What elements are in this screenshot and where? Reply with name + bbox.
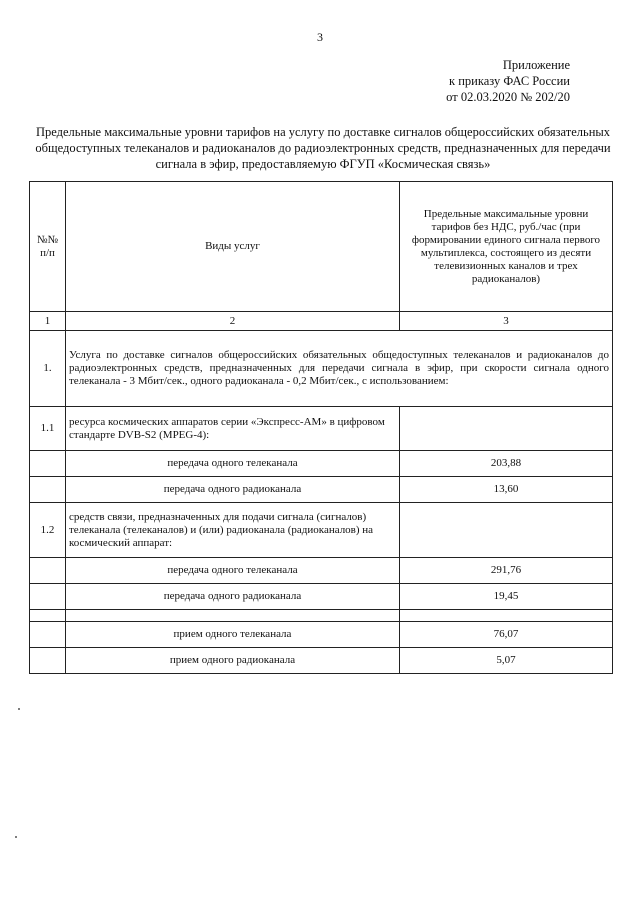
header-tariff: Предельные максимальные уровни тарифов без НДС, руб./час (при формировании единого сигнала первого мультиплекса, состоящего из десяти телевизионных каналов и трех радиоканалов) (400, 182, 613, 312)
appendix-line-2: к приказу ФАС России (449, 74, 570, 88)
tariff-value: 203,88 (400, 451, 613, 477)
service-label: передача одного телеканала (66, 451, 400, 477)
scan-speck (18, 708, 20, 710)
tariff-value: 291,76 (400, 558, 613, 584)
tariff-value: 13,60 (400, 477, 613, 503)
table-row (30, 558, 613, 584)
subsection-2-value-empty (400, 503, 613, 558)
column-number-row (30, 312, 613, 331)
table-row (30, 477, 613, 503)
subsection-2-number: 1.2 (30, 503, 66, 558)
service-label: передача одного радиоканала (66, 584, 400, 610)
tariff-value: 19,45 (400, 584, 613, 610)
header-service-type: Виды услуг (66, 182, 400, 312)
section-text: Услуга по доставке сигналов общероссийских обязательных общедоступных телеканалов и радиоканалов до радиоэлектронных средств, предназначенных для передачи сигнала в эфир, при скорости сигнала одного телеканала - 3 Мбит/сек., одного радиоканала - 0,2 Мбит/сек., с использованием: (66, 331, 613, 407)
column-number-2: 2 (66, 312, 400, 331)
tariff-value: 5,07 (400, 648, 613, 674)
tariff-table (29, 181, 613, 674)
header-row (30, 182, 613, 312)
service-label: прием одного радиоканала (66, 648, 400, 674)
section-row (30, 331, 613, 407)
table-row (30, 584, 613, 610)
subsection-1-number: 1.1 (30, 407, 66, 451)
subsection-1-value-empty (400, 407, 613, 451)
spacer-row (30, 610, 613, 622)
table-row (30, 648, 613, 674)
appendix-line-3: от 02.03.2020 № 202/20 (446, 90, 570, 104)
table-row (30, 622, 613, 648)
column-number-3: 3 (400, 312, 613, 331)
tariff-value: 76,07 (400, 622, 613, 648)
section-number: 1. (30, 331, 66, 407)
subsection-1-text: ресурса космических аппаратов серии «Экспресс-АМ» в цифровом стандарте DVB-S2 (MPEG-4): (66, 407, 400, 451)
subsection-2-row (30, 503, 613, 558)
appendix-line-1: Приложение (502, 58, 570, 72)
table-row (30, 451, 613, 477)
service-label: передача одного телеканала (66, 558, 400, 584)
document-title: Предельные максимальные уровни тарифов на услугу по доставке сигналов общероссийских обязательных общедоступных телеканалов и радиоканалов до радиоэлектронных средств, предназначенных для передачи сигнала в эфир, предоставляемую ФГУП «Космическая связь» (35, 125, 611, 171)
subsection-2-text: средств связи, предназначенных для подачи сигнала (сигналов) телеканала (телеканалов) и (или) радиоканала (радиоканалов) на космический аппарат: (66, 503, 400, 558)
header-number: №№ п/п (30, 182, 66, 312)
scan-speck (15, 836, 17, 838)
service-label: прием одного телеканала (66, 622, 400, 648)
column-number-1: 1 (30, 312, 66, 331)
subsection-1-row (30, 407, 613, 451)
page-number: 3 (317, 30, 323, 44)
service-label: передача одного радиоканала (66, 477, 400, 503)
